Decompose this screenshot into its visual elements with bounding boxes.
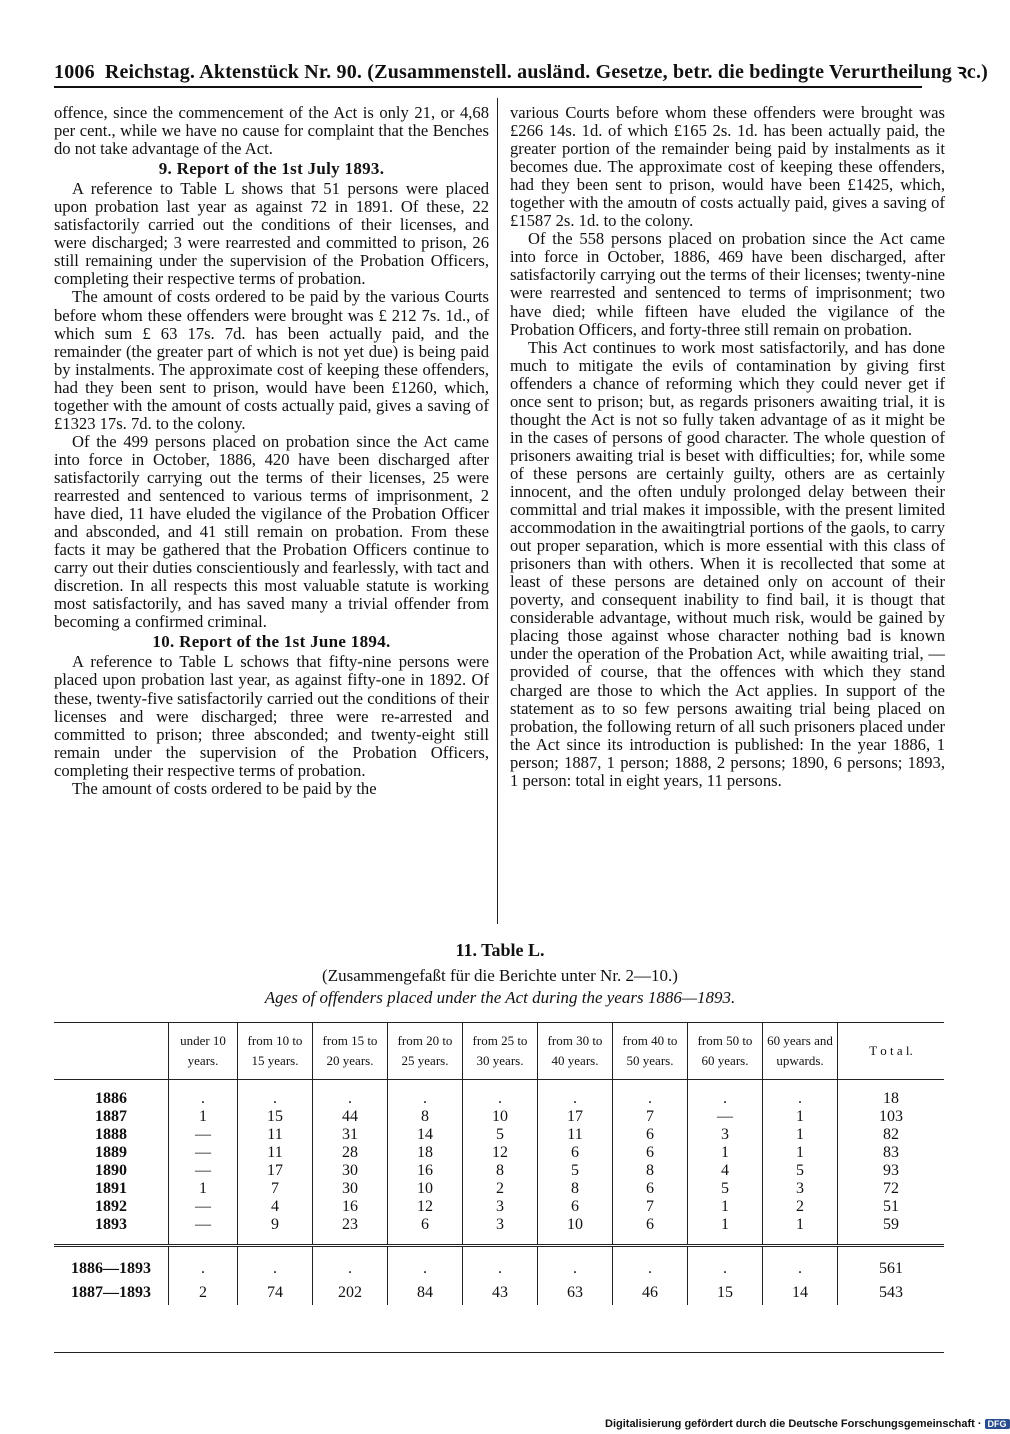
table-cell: . <box>613 1090 688 1108</box>
table-cell: 82 <box>838 1126 945 1144</box>
row-label: 1886—1893 <box>71 1260 151 1277</box>
spacer-cell <box>538 1234 613 1246</box>
spacer-cell <box>763 1246 838 1258</box>
table-cell: 3 <box>688 1126 763 1144</box>
running-title: Reichstag. Aktenstück Nr. 90. (Zusammenstell. ausländ. Gesetze, betr. die bedingte Verurtheilung ꝛc.) <box>104 61 989 83</box>
table-cell: 43 <box>463 1281 538 1305</box>
table-cell: 1 <box>688 1216 763 1234</box>
table-row <box>54 1108 944 1126</box>
spacer-cell <box>238 1234 313 1246</box>
spacer-cell <box>463 1080 538 1091</box>
table-cell: . <box>463 1090 538 1108</box>
table-cell: 93 <box>838 1162 945 1180</box>
table-cell: 543 <box>838 1281 945 1305</box>
row-label: 1892 <box>95 1198 127 1215</box>
row-label: 1888 <box>95 1126 127 1143</box>
table-cell: 6 <box>613 1216 688 1234</box>
table-cell: . <box>538 1090 613 1108</box>
table-cell: 44 <box>313 1108 388 1126</box>
table-cell: 14 <box>763 1281 838 1305</box>
column-header: from 40 to 50 years. <box>613 1023 688 1080</box>
table-cell: 17 <box>538 1108 613 1126</box>
table-cell: 8 <box>463 1162 538 1180</box>
table-cell: . <box>313 1090 388 1108</box>
table-cell: 84 <box>388 1281 463 1305</box>
table-subheading: (Zusammengefaßt für die Berichte unter Nr. 2—10.) <box>322 966 678 985</box>
table-cell: 30 <box>313 1180 388 1198</box>
table-cell: 5 <box>463 1126 538 1144</box>
table-cell: 2 <box>463 1180 538 1198</box>
paragraph: A reference to Table L shows that 51 persons were placed upon probation last year as against 72 in 1891. Of these, 22 satisfactorily carried out the conditions of their licenses, and were discharged; 3 were rearrested and committed to prison, 26 still remaining under the supervision of the Probation Officers, completing their respective terms of probation. <box>54 179 489 289</box>
table-spacer <box>54 1080 944 1091</box>
table-row <box>54 1162 944 1180</box>
table-cell: . <box>763 1090 838 1108</box>
table-cell: 12 <box>463 1144 538 1162</box>
table-cell: 18 <box>388 1144 463 1162</box>
table-cell: 28 <box>313 1144 388 1162</box>
spacer-cell <box>238 1080 313 1091</box>
table-cell: 9 <box>238 1216 313 1234</box>
row-label: 1887 <box>95 1108 127 1125</box>
paragraph: various Courts before whom these offenders were brought was £266 14s. 1d. of which £165 2s. 1d. has been actually paid, the greater portion of the remainder being paid by instalments as it becomes due. The approximate cost of keeping these offenders, had they been sent to prison, would have been £1425, which, together with the amoutn of costs actually paid, gives a saving of £1587 2s. 1d. to the colony. <box>510 103 945 231</box>
table-cell: 15 <box>238 1108 313 1126</box>
table-cell: 30 <box>313 1162 388 1180</box>
table-cell: 12 <box>388 1198 463 1216</box>
spacer-cell <box>169 1234 238 1246</box>
table-cell: . <box>688 1090 763 1108</box>
page-number: 1006 <box>54 61 95 83</box>
spacer-cell <box>388 1246 463 1258</box>
row-label: 1887—1893 <box>71 1284 151 1301</box>
table-cell: 202 <box>313 1281 388 1305</box>
running-header <box>54 57 989 85</box>
row-label: 1890 <box>95 1162 127 1179</box>
column-header: from 50 to 60 years. <box>688 1023 763 1080</box>
table-cell: . <box>763 1257 838 1281</box>
table-cell: 3 <box>763 1180 838 1198</box>
table-cell: 7 <box>238 1180 313 1198</box>
column-header: T o t a l. <box>838 1023 945 1080</box>
table-cell: . <box>169 1257 238 1281</box>
table-cell: . <box>688 1257 763 1281</box>
table-cell: — <box>169 1198 238 1216</box>
table-cell: 5 <box>688 1180 763 1198</box>
spacer-cell <box>54 1080 169 1091</box>
table-cell: 11 <box>238 1144 313 1162</box>
table-cell: 1 <box>763 1108 838 1126</box>
spacer-cell <box>463 1246 538 1258</box>
table-cell: 63 <box>538 1281 613 1305</box>
table-cell: 6 <box>538 1198 613 1216</box>
table-cell: 10 <box>388 1180 463 1198</box>
table-cell: 59 <box>838 1216 945 1234</box>
table-bottom-rule <box>54 1352 944 1353</box>
table-cell: — <box>169 1144 238 1162</box>
table-cell: 4 <box>688 1162 763 1180</box>
table-cell: 561 <box>838 1257 945 1281</box>
column-header: from 25 to 30 years. <box>463 1023 538 1080</box>
digitization-credit <box>605 1418 1010 1430</box>
section-heading: 10. Report of the 1st June 1894. <box>152 632 391 652</box>
table-cell: . <box>388 1090 463 1108</box>
table-caption: Ages of offenders placed under the Act during the years 1886—1893. <box>264 988 736 1007</box>
table-cell: 103 <box>838 1108 945 1126</box>
table-cell: — <box>169 1126 238 1144</box>
table-cell: 1 <box>763 1126 838 1144</box>
table-row <box>54 1144 944 1162</box>
table-cell: 1 <box>169 1108 238 1126</box>
table-cell: 15 <box>688 1281 763 1305</box>
table-cell: . <box>238 1090 313 1108</box>
table-cell: 1 <box>688 1144 763 1162</box>
table-cell: 8 <box>613 1162 688 1180</box>
table-spacer <box>54 1234 944 1246</box>
table-cell: . <box>238 1257 313 1281</box>
table-cell: 17 <box>238 1162 313 1180</box>
table-cell: 72 <box>838 1180 945 1198</box>
table-cell: 18 <box>838 1090 945 1108</box>
spacer-cell <box>463 1234 538 1246</box>
table-cell: 5 <box>538 1162 613 1180</box>
spacer-cell <box>613 1080 688 1091</box>
column-header: 60 years and upwards. <box>763 1023 838 1080</box>
section-heading: 9. Report of the 1st July 1893. <box>158 159 385 179</box>
spacer-cell <box>388 1234 463 1246</box>
spacer-cell <box>238 1246 313 1258</box>
table-cell: 51 <box>838 1198 945 1216</box>
row-label: 1893 <box>95 1216 127 1233</box>
table-cell: . <box>313 1257 388 1281</box>
spacer-cell <box>169 1080 238 1091</box>
table-cell: . <box>538 1257 613 1281</box>
spacer-cell <box>388 1080 463 1091</box>
column-header: from 20 to 25 years. <box>388 1023 463 1080</box>
table-cell: 2 <box>169 1281 238 1305</box>
table-cell: 1 <box>763 1216 838 1234</box>
spacer-cell <box>763 1234 838 1246</box>
table-row <box>54 1126 944 1144</box>
dfg-logo: DFG <box>985 1419 1010 1429</box>
table-cell: 3 <box>463 1198 538 1216</box>
spacer-cell <box>313 1080 388 1091</box>
table-cell: 8 <box>388 1108 463 1126</box>
column-divider <box>497 98 498 924</box>
table-cell: 1 <box>169 1180 238 1198</box>
spacer-cell <box>688 1246 763 1258</box>
table-cell: 6 <box>613 1180 688 1198</box>
table-cell: . <box>169 1090 238 1108</box>
paragraph: The amount of costs ordered to be paid by the <box>72 778 377 798</box>
spacer-cell <box>169 1246 238 1258</box>
table-cell: 1 <box>763 1144 838 1162</box>
table-cell: . <box>388 1257 463 1281</box>
table-cell: 16 <box>388 1162 463 1180</box>
spacer-cell <box>838 1246 945 1258</box>
spacer-cell <box>538 1080 613 1091</box>
column-header: under 10 years. <box>169 1023 238 1080</box>
table-cell: 2 <box>763 1198 838 1216</box>
paragraph: The amount of costs ordered to be paid by the various Courts before whom these offenders were brought was £ 212 7s. 1d., of which sum £ 63 17s. 7d. has been actually paid, and the remainder (the greater part of which is not yet due) is being paid by instalments. The approximate cost of keeping these offenders, had they been sent to prison, would have been £1260, which, together with the amount of costs actually paid, gives a saving of £1323 17s. 7d. to the colony. <box>54 287 489 433</box>
spacer-cell <box>688 1234 763 1246</box>
table-row <box>54 1216 944 1234</box>
table-cell: . <box>613 1257 688 1281</box>
paragraph: A reference to Table L schows that fifty-nine persons were placed upon probation last year, as against fifty-one in 1892. Of these, twenty-five satisfactorily carried out the conditions of their licenses and were discharged; three were re-arrested and committed to prison; three absconded; and twenty-eight still remain under the supervision of the Probation Officers, completing their respective terms of probation. <box>54 652 489 780</box>
spacer-cell <box>613 1246 688 1258</box>
table-cell: 8 <box>538 1180 613 1198</box>
spacer-cell <box>54 1234 169 1246</box>
paragraph: Of the 558 persons placed on probation since the Act came into force in October, 1886, 469 have been discharged, after satisfactorily carrying out the terms of their licenses; twenty-nine were rearrested and sentenced to terms of imprisonment; two have died; while fifteen have eluded the vigilance of the Probation Officers, and forty-three still remain on probation. <box>510 229 945 339</box>
table-cell: 4 <box>238 1198 313 1216</box>
spacer-cell <box>313 1234 388 1246</box>
table-cell: 74 <box>238 1281 313 1305</box>
table-cell: 11 <box>238 1126 313 1144</box>
table-row <box>54 1090 944 1108</box>
spacer-cell <box>838 1234 945 1246</box>
left-column <box>54 104 489 798</box>
spacer-cell <box>838 1080 945 1091</box>
table-row <box>54 1198 944 1216</box>
spacer-cell <box>688 1080 763 1091</box>
offender-age-table <box>54 1022 944 1305</box>
table-cell: 31 <box>313 1126 388 1144</box>
spacer-cell <box>613 1234 688 1246</box>
spacer-cell <box>54 1246 169 1258</box>
column-header: from 10 to 15 years. <box>238 1023 313 1080</box>
paragraph: Of the 499 persons placed on probation since the Act came into force in October, 1886, 420 have been discharged after satisfactorily carrying out the terms of their licenses, 25 were rearrested and sentenced to various terms of imprisonment, 2 have died, 11 have eluded the vigilance of the Probation Officer and absconded, and 41 still remain on probation. From these facts it may be gathered that the Probation Officers continue to carry out their duties conscientiously and fearlessly, with tact and discretion. In all respects this most valuable statute is working most satisfactorily, and has saved many a trivial offender from becoming a confirmed criminal. <box>54 431 489 632</box>
row-label: 1886 <box>95 1090 127 1107</box>
table-cell: 23 <box>313 1216 388 1234</box>
table-heading: 11. Table L. <box>455 940 545 960</box>
table-cell: 5 <box>763 1162 838 1180</box>
header-rule <box>54 86 922 88</box>
table-spacer <box>54 1246 944 1258</box>
table-cell: 6 <box>613 1126 688 1144</box>
table-row <box>54 1180 944 1198</box>
credit-text: Digitalisierung gefördert durch die Deutsche Forschungsgemeinschaft · <box>605 1418 982 1430</box>
table-cell: 7 <box>613 1198 688 1216</box>
table-cell: 7 <box>613 1108 688 1126</box>
summary-row <box>54 1257 944 1281</box>
table-cell: 83 <box>838 1144 945 1162</box>
spacer-cell <box>763 1080 838 1091</box>
right-column <box>510 104 945 790</box>
table-header-row <box>54 1023 944 1080</box>
table-cell: 11 <box>538 1126 613 1144</box>
table-cell: 6 <box>388 1216 463 1234</box>
row-label: 1891 <box>95 1180 127 1197</box>
row-label: 1889 <box>95 1144 127 1161</box>
table-cell: . <box>463 1257 538 1281</box>
table-cell: 6 <box>613 1144 688 1162</box>
table-cell: 6 <box>538 1144 613 1162</box>
paragraph: This Act continues to work most satisfactorily, and has done much to mitigate the evils of contamination by giving first offenders a chance of reforming which they could never get if once sent to prison; but, as regards prisoners awaiting trial, it is thought the Act is not so fully taken advantage of as it might be in the cases of persons of good character. The whole question of prisoners awaiting trial is beset with difficulties; for, while some of these persons are certainly guilty, others are as certainly innocent, and the often unduly prolonged delay between their committal and trial makes it impossible, with the present limited accommodation in the awaitingtrial portions of the gaols, to carry out proper separation, which is more essential with this class of prisoners than with others. When it is recollected that some at least of these persons are detained only on account of their poverty, and consequent inability to find bail, it is thougt that considerable advantage, without much risk, would be gained by placing those against whose character nothing bad is known under the operation of the Probation Act, while awaiting trial, — provided of course, that the offences with which they stand charged are those to which the Act applies. In support of the statement as to so few persons awaiting trial being placed on probation, the following return of all such prisoners placed under the Act since its introduction is published: In the year 1886, 1 person; 1887, 1 person; 1888, 2 persons; 1890, 6 persons; 1893, 1 person: total in eight years, 11 persons. <box>510 337 946 790</box>
table-cell: 46 <box>613 1281 688 1305</box>
table-cell: 10 <box>463 1108 538 1126</box>
table-cell: — <box>688 1108 763 1126</box>
table-cell: — <box>169 1162 238 1180</box>
paragraph: offence, since the commencement of the Act is only 21, or 4,68 per cent., while we have no cause for complaint that the Benches do not take advantage of the Act. <box>54 103 489 159</box>
column-header: from 15 to 20 years. <box>313 1023 388 1080</box>
spacer-cell <box>538 1246 613 1258</box>
summary-row <box>54 1281 944 1305</box>
column-header <box>54 1023 169 1080</box>
spacer-cell <box>313 1246 388 1258</box>
table-cell: 3 <box>463 1216 538 1234</box>
table-cell: — <box>169 1216 238 1234</box>
table-cell: 14 <box>388 1126 463 1144</box>
column-header: from 30 to 40 years. <box>538 1023 613 1080</box>
table-cell: 10 <box>538 1216 613 1234</box>
table-cell: 16 <box>313 1198 388 1216</box>
table-cell: 1 <box>688 1198 763 1216</box>
